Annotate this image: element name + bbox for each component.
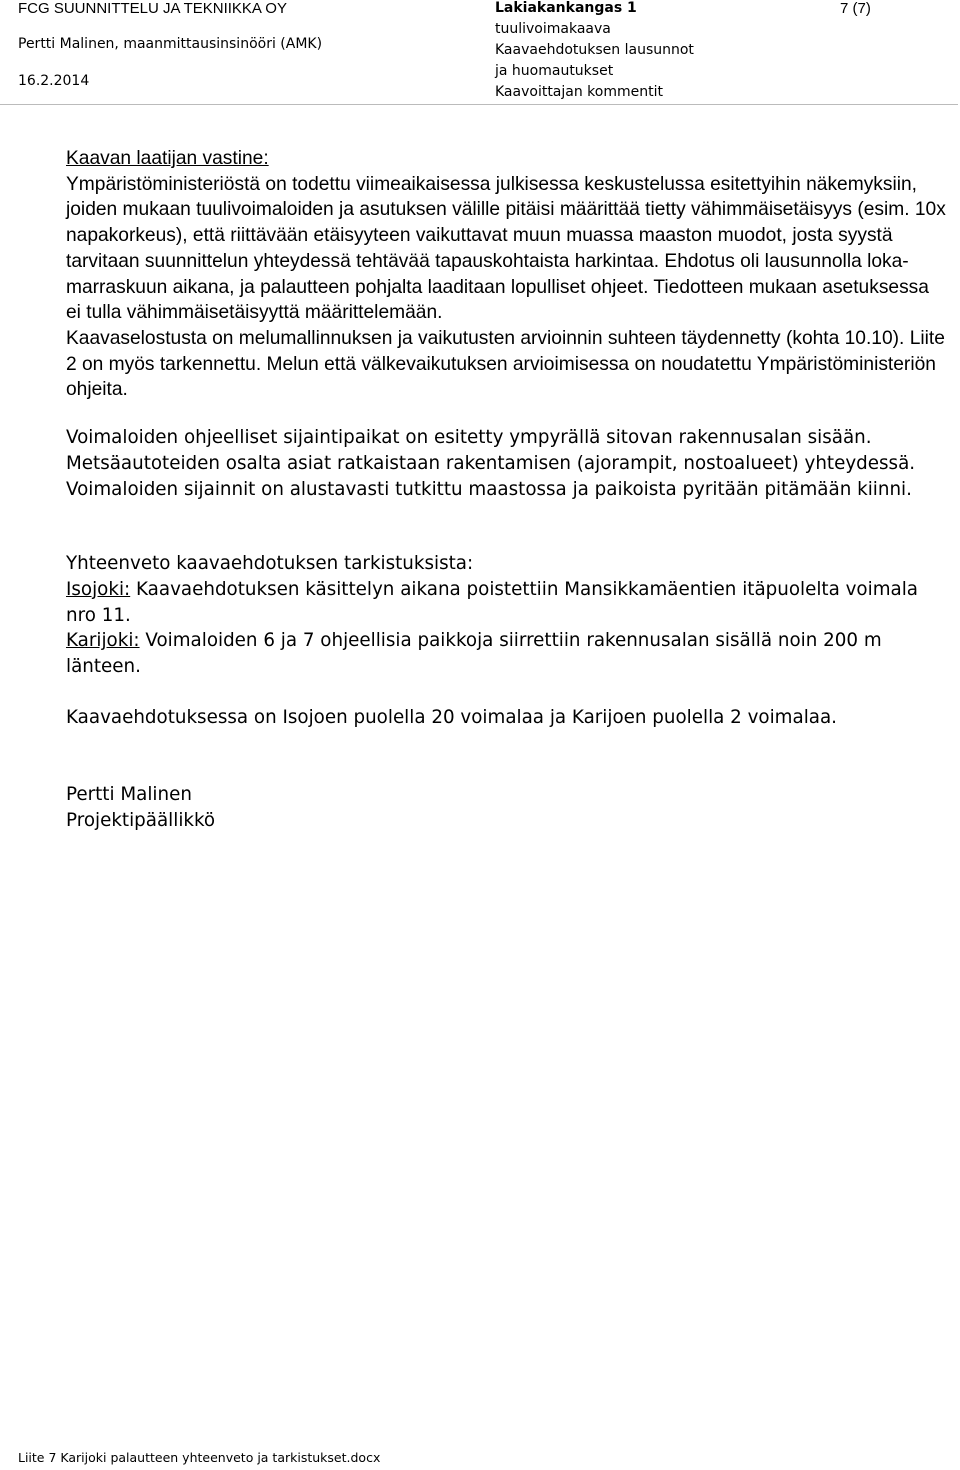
summary-heading: Yhteenveto kaavaehdotuksen tarkistuksista: bbox=[66, 553, 474, 574]
summary-item-label: Karijoki: bbox=[66, 630, 140, 652]
summary-item bbox=[66, 628, 946, 680]
subtitle-line: tuulivoimakaava bbox=[495, 21, 611, 37]
company-name: FCG SUUNNITTELU JA TEKNIIKKA OY bbox=[18, 0, 287, 17]
response-section-continued bbox=[66, 425, 946, 502]
signature-block bbox=[66, 782, 666, 834]
signer-title: Projektipäällikkö bbox=[66, 809, 216, 831]
summary-item-text: Kaavaehdotuksen käsittelyn aikana poistettiin Mansikkamäentien itäpuolelta voimala nro 11. bbox=[66, 578, 918, 626]
response-paragraph: Ympäristöministeriöstä on todettu viimeaikaisessa julkisessa keskustelussa esitettyihin näkemyksiin, joiden mukaan tuulivoimaloiden ja asutuksen välille pitäisi määrittää tietty vähimmäisetäisyys (esim. 10x napakorkeus), että riittävään etäisyyteen vaikuttavat muun muassa maaston muodot, josta syystä tarvitaan suunnittelun yhteydessä tehtävää tapauskohtaista harkintaa. Ehdotus oli lausunnolla loka-marraskuun aikana, ja palautteen pohjalta laaditaan lopulliset ohjeet. Tiedotteen mukaan asetuksessa ei tulla vähimmäisetäisyyttä määrittelemään. bbox=[66, 173, 946, 324]
document-title-block bbox=[495, 0, 795, 103]
summary-item-label: Isojoki: bbox=[66, 578, 131, 600]
header-divider bbox=[0, 104, 958, 105]
response-paragraph: Kaavaselostusta on melumallinnuksen ja vaikutusten arvioinnin suhteen täydennetty (kohta 10.10). Liite 2 on myös tarkennettu. Melun että välkevaikutuksen arvioimisessa on noudatettu Ympäristöministeriön ohjeita. bbox=[66, 327, 945, 401]
footer-filename: Liite 7 Karijoki palautteen yhteenveto ja tarkistukset.docx bbox=[18, 1450, 381, 1465]
page-number: 7 (7) bbox=[840, 0, 871, 17]
signer-name: Pertti Malinen bbox=[66, 784, 192, 805]
author-line: Pertti Malinen, maanmittausinsinööri (AMK) bbox=[18, 36, 323, 52]
document-date: 16.2.2014 bbox=[18, 73, 90, 89]
response-paragraph: Voimaloiden ohjeelliset sijaintipaikat on esitetty ympyrällä sitovan rakennusalan sisään. Metsäautoteiden osalta asiat ratkaistaan rakentamisen (ajorampit, nostoalueet) yhteydessä. Voimaloiden sijainnit on alustavasti tutkittu maastossa ja paikoista pyritään pitämään kiinni. bbox=[66, 427, 916, 500]
summary-total: Kaavaehdotuksessa on Isojoen puolella 20 voimalaa ja Karijoen puolella 2 voimalaa. bbox=[66, 707, 837, 728]
summary-item bbox=[66, 577, 946, 629]
project-title: Lakiakankangas 1 bbox=[495, 0, 637, 16]
summary-item-text: Voimaloiden 6 ja 7 ohjeellisia paikkoja siirrettiin rakennusalan sisällä noin 200 m länteen. bbox=[66, 630, 882, 678]
summary-section bbox=[66, 551, 946, 680]
subtitle-line: Kaavoittajan kommentit bbox=[495, 84, 663, 100]
subtitle-line: Kaavaehdotuksen lausunnot bbox=[495, 42, 694, 58]
page-header bbox=[0, 0, 960, 106]
response-section bbox=[66, 146, 946, 403]
subtitle-line: ja huomautukset bbox=[495, 63, 614, 79]
response-heading: Kaavan laatijan vastine: bbox=[66, 148, 269, 169]
